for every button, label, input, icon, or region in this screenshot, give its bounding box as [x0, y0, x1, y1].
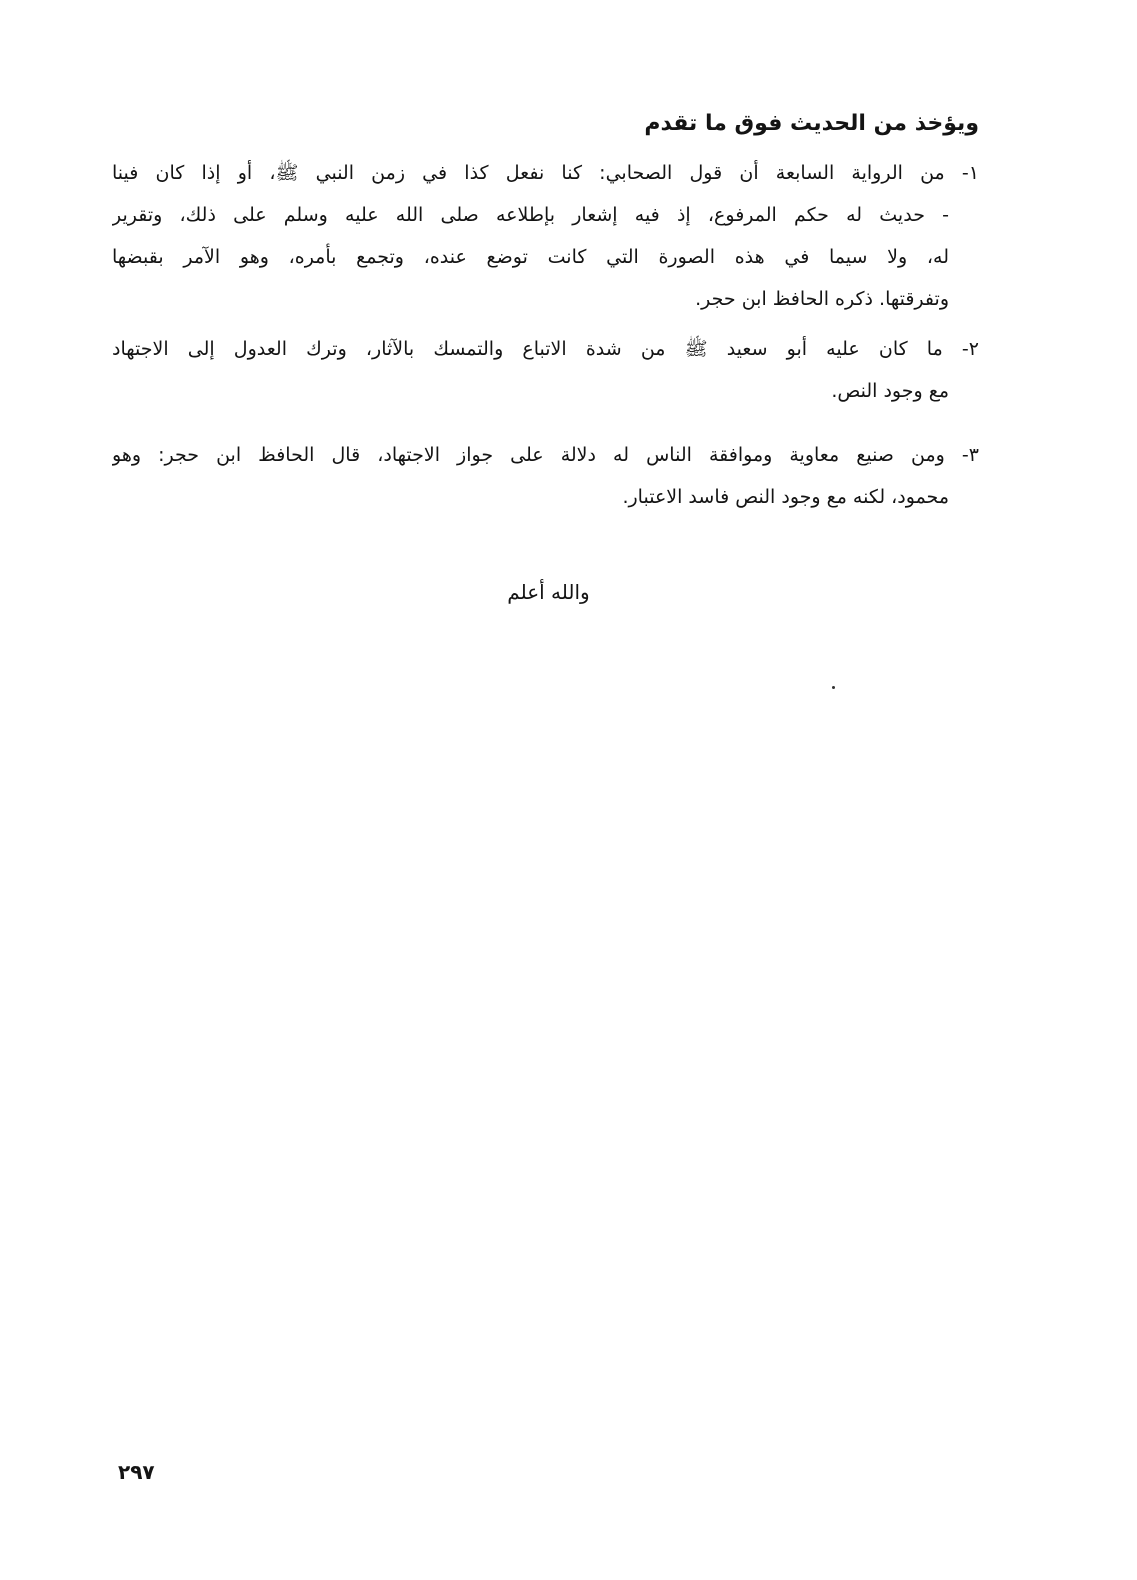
- item-text-line: وتفرقتها. ذكره الحافظ ابن حجر.: [695, 288, 949, 310]
- item-text-line: - حديث له حكم المرفوع، إذ فيه إشعار بإطلاعه صلى الله عليه وسلم على ذلك، وتقرير: [112, 204, 949, 226]
- item-text-line: له، ولا سيما في هذه الصورة التي كانت توضع عنده، وتجمع بأمره، وهو الآمر بقبضها: [112, 246, 949, 268]
- item-text-line: ٣- ومن صنيع معاوية وموافقة الناس له دلالة على جواز الاجتهاد، قال الحافظ ابن حجر: وهو: [112, 444, 979, 466]
- section-heading: ويؤخذ من الحديث فوق ما تقدم: [644, 111, 979, 136]
- closing-phrase: والله أعلم: [507, 580, 590, 604]
- item-text-line: مع وجود النص.: [831, 380, 949, 402]
- list-item: [112, 328, 979, 412]
- list-item: [112, 152, 979, 320]
- list-item: [112, 434, 979, 518]
- item-text-line: محمود، لكنه مع وجود النص فاسد الاعتبار.: [622, 486, 949, 508]
- item-text-line: ١- من الرواية السابعة أن قول الصحابي: كنا نفعل كذا في زمن النبي ﷺ، أو إذا كان فينا: [112, 162, 979, 184]
- item-text-line: ٢- ما كان عليه أبو سعيد ﷺ من شدة الاتباع والتمسك بالآثار، وترك العدول إلى الاجتهاد: [112, 338, 979, 360]
- stray-dot: [832, 686, 835, 689]
- page-number: ٢٩٧: [118, 1460, 155, 1484]
